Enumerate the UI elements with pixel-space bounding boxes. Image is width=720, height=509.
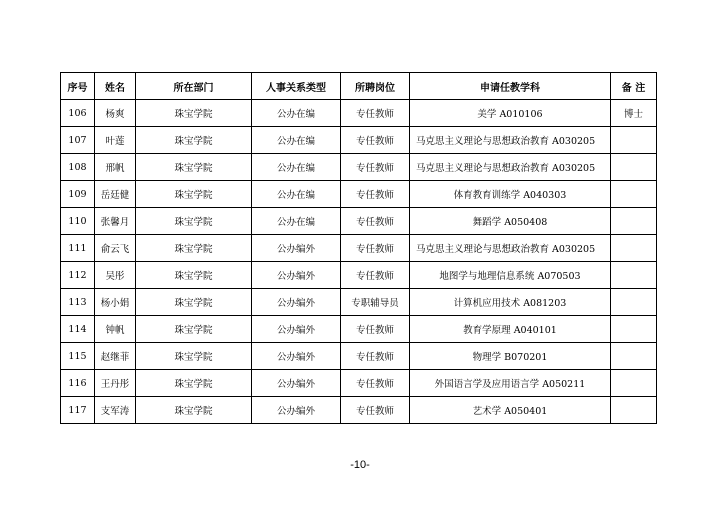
position-cell: 专职辅导员 — [341, 289, 410, 316]
position-cell: 专任教师 — [341, 343, 410, 370]
name-cell: 杨小娟 — [95, 289, 136, 316]
remarks-cell — [611, 127, 657, 154]
department-cell: 珠宝学院 — [136, 208, 252, 235]
personnel-type-cell: 公办在编 — [252, 181, 341, 208]
table-row — [61, 181, 657, 208]
discipline-cell: 教育学原理 A040101 — [410, 316, 611, 343]
position-cell: 专任教师 — [341, 316, 410, 343]
position-cell: 专任教师 — [341, 100, 410, 127]
table-row — [61, 262, 657, 289]
table-row — [61, 370, 657, 397]
name-cell: 杨爽 — [95, 100, 136, 127]
serial-number-cell: 111 — [61, 235, 95, 262]
remarks-cell — [611, 262, 657, 289]
page-number: -10- — [350, 459, 370, 471]
department-cell: 珠宝学院 — [136, 235, 252, 262]
remarks-cell — [611, 235, 657, 262]
table-row — [61, 154, 657, 181]
table-row — [61, 343, 657, 370]
personnel-type-cell: 公办编外 — [252, 370, 341, 397]
remarks-cell — [611, 208, 657, 235]
position-cell: 专任教师 — [341, 154, 410, 181]
serial-number-cell: 114 — [61, 316, 95, 343]
header-serial-number: 序号 — [61, 73, 95, 100]
table-row — [61, 208, 657, 235]
personnel-type-cell: 公办在编 — [252, 208, 341, 235]
discipline-cell: 外国语言学及应用语言学 A050211 — [410, 370, 611, 397]
serial-number-cell: 117 — [61, 397, 95, 424]
personnel-type-cell: 公办编外 — [252, 289, 341, 316]
name-cell: 赵继菲 — [95, 343, 136, 370]
header-personnel-type: 人事关系类型 — [252, 73, 341, 100]
personnel-type-cell: 公办编外 — [252, 343, 341, 370]
personnel-type-cell: 公办在编 — [252, 154, 341, 181]
personnel-type-cell: 公办在编 — [252, 127, 341, 154]
remarks-cell — [611, 343, 657, 370]
discipline-cell: 艺术学 A050401 — [410, 397, 611, 424]
remarks-cell — [611, 316, 657, 343]
department-cell: 珠宝学院 — [136, 397, 252, 424]
serial-number-cell: 113 — [61, 289, 95, 316]
personnel-type-cell: 公办在编 — [252, 100, 341, 127]
discipline-cell: 舞蹈学 A050408 — [410, 208, 611, 235]
discipline-cell: 计算机应用技术 A081203 — [410, 289, 611, 316]
name-cell: 叶莲 — [95, 127, 136, 154]
table-row — [61, 289, 657, 316]
position-cell: 专任教师 — [341, 262, 410, 289]
name-cell: 支军涛 — [95, 397, 136, 424]
personnel-type-cell: 公办编外 — [252, 316, 341, 343]
serial-number-cell: 110 — [61, 208, 95, 235]
serial-number-cell: 116 — [61, 370, 95, 397]
header-discipline: 申请任教学科 — [410, 73, 611, 100]
position-cell: 专任教师 — [341, 370, 410, 397]
department-cell: 珠宝学院 — [136, 343, 252, 370]
department-cell: 珠宝学院 — [136, 262, 252, 289]
serial-number-cell: 107 — [61, 127, 95, 154]
department-cell: 珠宝学院 — [136, 289, 252, 316]
remarks-cell — [611, 397, 657, 424]
remarks-cell — [611, 370, 657, 397]
department-cell: 珠宝学院 — [136, 154, 252, 181]
remarks-cell: 博士 — [611, 100, 657, 127]
name-cell: 王丹彤 — [95, 370, 136, 397]
serial-number-cell: 115 — [61, 343, 95, 370]
department-cell: 珠宝学院 — [136, 181, 252, 208]
serial-number-cell: 112 — [61, 262, 95, 289]
header-department: 所在部门 — [136, 73, 252, 100]
name-cell: 岳廷健 — [95, 181, 136, 208]
name-cell: 张馨月 — [95, 208, 136, 235]
table-row — [61, 235, 657, 262]
name-cell: 吴彤 — [95, 262, 136, 289]
discipline-cell: 地图学与地理信息系统 A070503 — [410, 262, 611, 289]
table-row — [61, 100, 657, 127]
discipline-cell: 物理学 B070201 — [410, 343, 611, 370]
header-name: 姓名 — [95, 73, 136, 100]
personnel-type-cell: 公办编外 — [252, 397, 341, 424]
department-cell: 珠宝学院 — [136, 370, 252, 397]
position-cell: 专任教师 — [341, 127, 410, 154]
remarks-cell — [611, 154, 657, 181]
personnel-type-cell: 公办编外 — [252, 262, 341, 289]
department-cell: 珠宝学院 — [136, 100, 252, 127]
position-cell: 专任教师 — [341, 181, 410, 208]
name-cell: 邢帆 — [95, 154, 136, 181]
position-cell: 专任教师 — [341, 235, 410, 262]
table-row — [61, 127, 657, 154]
discipline-cell: 马克思主义理论与思想政治教育 A030205 — [410, 154, 611, 181]
header-remarks: 备 注 — [611, 73, 657, 100]
table-row — [61, 397, 657, 424]
staff-table — [60, 72, 657, 424]
serial-number-cell: 109 — [61, 181, 95, 208]
name-cell: 钟帆 — [95, 316, 136, 343]
personnel-type-cell: 公办编外 — [252, 235, 341, 262]
discipline-cell: 体育教育训练学 A040303 — [410, 181, 611, 208]
serial-number-cell: 106 — [61, 100, 95, 127]
discipline-cell: 马克思主义理论与思想政治教育 A030205 — [410, 235, 611, 262]
discipline-cell: 美学 A010106 — [410, 100, 611, 127]
table-row — [61, 316, 657, 343]
table-header-row — [61, 73, 657, 100]
discipline-cell: 马克思主义理论与思想政治教育 A030205 — [410, 127, 611, 154]
remarks-cell — [611, 181, 657, 208]
department-cell: 珠宝学院 — [136, 127, 252, 154]
name-cell: 俞云飞 — [95, 235, 136, 262]
remarks-cell — [611, 289, 657, 316]
serial-number-cell: 108 — [61, 154, 95, 181]
department-cell: 珠宝学院 — [136, 316, 252, 343]
position-cell: 专任教师 — [341, 397, 410, 424]
header-position: 所聘岗位 — [341, 73, 410, 100]
position-cell: 专任教师 — [341, 208, 410, 235]
